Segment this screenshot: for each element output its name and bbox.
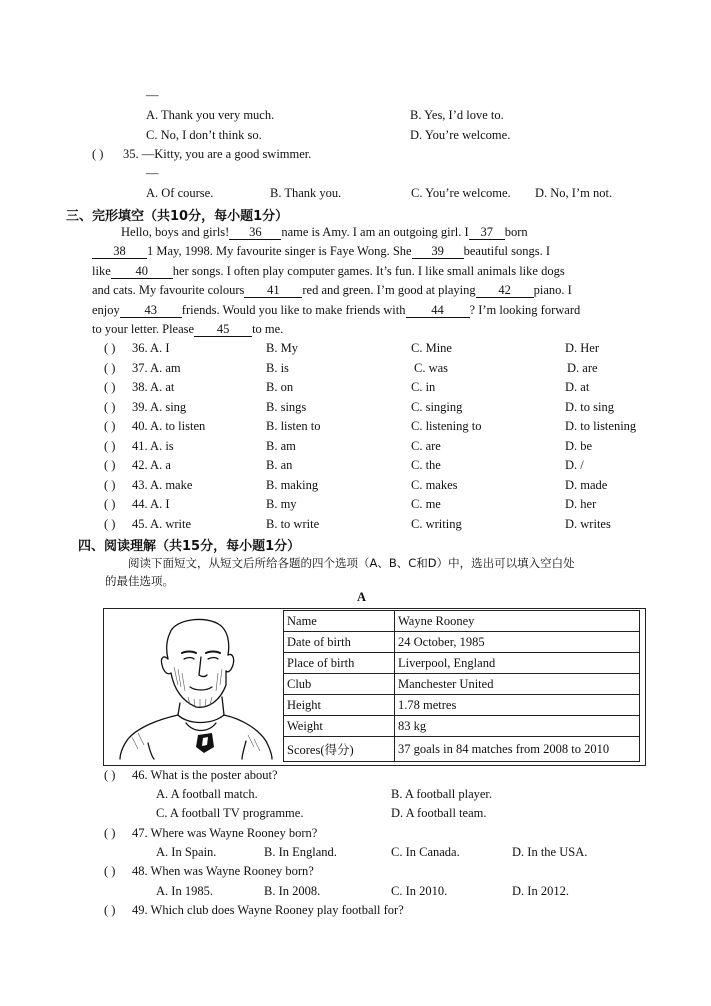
q49-answer-paren[interactable]: ( ) [104, 903, 116, 917]
q35-option-b[interactable]: B. Thank you. [270, 186, 342, 200]
q48-option-c[interactable]: C. In 2010. [391, 884, 448, 898]
option-a[interactable]: 41. A. is [132, 438, 174, 453]
table-row [284, 716, 640, 737]
table-key: Club [284, 674, 395, 695]
table-row [284, 737, 640, 762]
q47-option-a[interactable]: A. In Spain. [156, 845, 217, 859]
answer-paren[interactable]: ( ) [104, 477, 116, 492]
blank-43[interactable]: 43 [120, 304, 182, 318]
q47-answer-paren[interactable]: ( ) [104, 826, 116, 840]
blank-36[interactable]: 36 [229, 226, 281, 240]
option-d[interactable]: D. at [565, 380, 590, 394]
option-d[interactable]: D. made [565, 477, 608, 492]
cloze-text: Hello, boys and girls! [121, 225, 230, 239]
cloze-text: ? I’m looking forward [469, 303, 581, 317]
option-d[interactable]: D. Her [565, 341, 600, 355]
q46-answer-paren[interactable]: ( ) [104, 768, 116, 782]
option-c[interactable]: C. writing [411, 516, 462, 531]
table-value: Liverpool, England [395, 653, 640, 674]
option-d[interactable]: D. are [567, 360, 598, 375]
table-value: 1.78 metres [395, 695, 640, 716]
blank-38[interactable]: 38 [92, 245, 147, 259]
table-value: 24 October, 1985 [395, 632, 640, 653]
q34-dash: — [146, 88, 159, 102]
option-c[interactable]: C. Mine [411, 341, 452, 355]
table-key: Name [284, 611, 395, 632]
q46-option-c[interactable]: C. A football TV programme. [156, 806, 304, 820]
option-a[interactable]: 37. A. am [132, 360, 181, 375]
q46-stem: 46. What is the poster about? [132, 768, 278, 782]
option-d[interactable]: D. to listening [565, 419, 637, 433]
blank-37[interactable]: 37 [469, 226, 505, 240]
table-row [284, 674, 640, 695]
option-c[interactable]: C. the [411, 458, 441, 472]
option-b[interactable]: B. listen to [266, 419, 321, 433]
answer-paren[interactable]: ( ) [104, 341, 116, 355]
answer-paren[interactable]: ( ) [104, 399, 116, 414]
cloze-line-2 [92, 244, 550, 259]
table-row [284, 632, 640, 653]
option-b[interactable]: B. on [266, 380, 294, 394]
reading-instructions-2: 的最佳选项。 [105, 574, 174, 588]
cloze-text: 1 May, 1998. My favourite singer is Faye Wong. She [147, 244, 412, 258]
cloze-text: enjoy [92, 303, 120, 317]
option-c[interactable]: C. singing [411, 399, 463, 414]
table-row [284, 653, 640, 674]
option-b[interactable]: B. an [266, 458, 293, 472]
q35-stem: 35. —Kitty, you are a good swimmer. [123, 147, 312, 161]
passage-label: A [357, 590, 367, 604]
answer-paren[interactable]: ( ) [104, 380, 116, 394]
cloze-line-6 [92, 322, 283, 337]
option-b[interactable]: B. My [266, 341, 298, 355]
option-d[interactable]: D. to sing [565, 399, 614, 414]
q46-option-b[interactable]: B. A football player. [391, 787, 493, 801]
cloze-text: like [92, 264, 111, 278]
q48-option-a[interactable]: A. In 1985. [156, 884, 213, 898]
answer-paren[interactable]: ( ) [104, 497, 116, 511]
option-c[interactable]: C. makes [411, 477, 458, 492]
table-key: Weight [284, 716, 395, 737]
q34-option-a[interactable]: A. Thank you very much. [146, 108, 275, 122]
option-c[interactable]: C. in [411, 380, 436, 394]
cloze-text: and cats. My favourite colours [92, 283, 245, 297]
option-a[interactable]: 43. A. make [132, 477, 193, 492]
table-value: Manchester United [395, 674, 640, 695]
option-c[interactable]: C. me [411, 497, 441, 511]
q47-option-d[interactable]: D. In the USA. [512, 845, 588, 859]
cloze-text: to me. [252, 322, 284, 336]
q35-option-a[interactable]: A. Of course. [146, 186, 214, 200]
blank-40[interactable]: 40 [111, 265, 173, 279]
blank-44[interactable]: 44 [406, 304, 470, 318]
q35-option-c[interactable]: C. You’re welcome. [411, 186, 511, 200]
option-b[interactable]: B. is [266, 360, 289, 375]
option-b[interactable]: B. sings [266, 399, 307, 414]
q34-option-d[interactable]: D. You’re welcome. [410, 128, 511, 142]
q35-option-d[interactable]: D. No, I’m not. [535, 186, 613, 200]
option-a[interactable]: 39. A. sing [132, 399, 187, 414]
cloze-text: her songs. I often play computer games. It’s fun. I like small animals like dogs [172, 264, 565, 278]
option-a[interactable]: 42. A. a [132, 458, 171, 472]
answer-paren[interactable]: ( ) [104, 458, 116, 472]
cloze-text: name is Amy. I am an outgoing girl. I [281, 225, 469, 239]
answer-paren[interactable]: ( ) [104, 360, 116, 375]
table-value: Wayne Rooney [395, 611, 640, 632]
q46-option-d[interactable]: D. A football team. [391, 806, 487, 820]
answer-paren[interactable]: ( ) [104, 516, 116, 531]
q34-option-b[interactable]: B. Yes, I’d love to. [410, 108, 504, 122]
q34-option-c[interactable]: C. No, I don’t think so. [146, 128, 262, 142]
table-row [284, 611, 640, 632]
option-a[interactable]: 36. A. I [132, 341, 170, 355]
table-key: Height [284, 695, 395, 716]
blank-45[interactable]: 45 [194, 323, 252, 337]
cloze-text: piano. I [533, 283, 572, 297]
option-c[interactable]: C. listening to [411, 419, 482, 433]
player-portrait-image [108, 611, 280, 761]
answer-paren[interactable]: ( ) [104, 419, 116, 433]
q49-stem: 49. Which club does Wayne Rooney play football for? [132, 903, 404, 917]
q46-option-a[interactable]: A. A football match. [156, 787, 258, 801]
option-b[interactable]: B. to write [266, 516, 320, 531]
cloze-line-3 [92, 264, 565, 279]
q48-option-b[interactable]: B. In 2008. [264, 884, 321, 898]
option-d[interactable]: D. / [565, 458, 584, 472]
section4-title: 四、阅读理解（共15分，每小题1分） [78, 539, 301, 554]
option-a[interactable]: 40. A. to listen [132, 419, 206, 433]
player-info-table [283, 610, 640, 762]
table-row [284, 695, 640, 716]
cloze-text: red and green. I’m good at playing [302, 283, 476, 297]
cloze-line-4 [92, 283, 572, 298]
section3-title: 三、完形填空（共10分，每小题1分） [66, 209, 289, 224]
cloze-line-5 [92, 303, 580, 318]
cloze-text: beautiful songs. I [463, 244, 551, 258]
option-c[interactable]: C. are [411, 438, 441, 453]
option-d[interactable]: D. writes [565, 516, 611, 531]
option-c[interactable]: C. was [414, 360, 449, 375]
option-a[interactable]: 44. A. I [132, 497, 170, 511]
blank-39[interactable]: 39 [412, 245, 464, 259]
q48-stem: 48. When was Wayne Rooney born? [132, 864, 314, 878]
q47-stem: 47. Where was Wayne Rooney born? [132, 826, 318, 840]
option-a[interactable]: 38. A. at [132, 380, 175, 394]
table-key: Place of birth [284, 653, 395, 674]
q47-option-b[interactable]: B. In England. [264, 845, 337, 859]
option-b[interactable]: B. making [266, 477, 319, 492]
q35-answer-paren[interactable]: ( ) [92, 147, 104, 161]
table-key: Scores(得分) [284, 737, 395, 762]
answer-paren[interactable]: ( ) [104, 438, 116, 453]
reading-instructions-1: 阅读下面短文，从短文后所给各题的四个选项（A、B、C和D）中，选出可以填入空白处 [128, 556, 575, 570]
blank-42[interactable]: 42 [476, 284, 534, 298]
q48-answer-paren[interactable]: ( ) [104, 864, 116, 878]
option-b[interactable]: B. am [266, 438, 296, 453]
q47-option-c[interactable]: C. In Canada. [391, 845, 460, 859]
table-value: 37 goals in 84 matches from 2008 to 2010 [395, 737, 640, 762]
cloze-text: friends. Would you like to make friends with [181, 303, 406, 317]
option-d[interactable]: D. be [565, 438, 593, 453]
cloze-text: to your letter. Please [92, 322, 195, 336]
option-d[interactable]: D. her [565, 497, 597, 511]
q35-dash: — [146, 166, 159, 180]
cloze-text: born [504, 225, 528, 239]
blank-41[interactable]: 41 [244, 284, 302, 298]
table-key: Date of birth [284, 632, 395, 653]
table-value: 83 kg [395, 716, 640, 737]
option-b[interactable]: B. my [266, 497, 297, 511]
option-a[interactable]: 45. A. write [132, 516, 192, 531]
q48-option-d[interactable]: D. In 2012. [512, 884, 569, 898]
cloze-line-1 [121, 225, 528, 240]
